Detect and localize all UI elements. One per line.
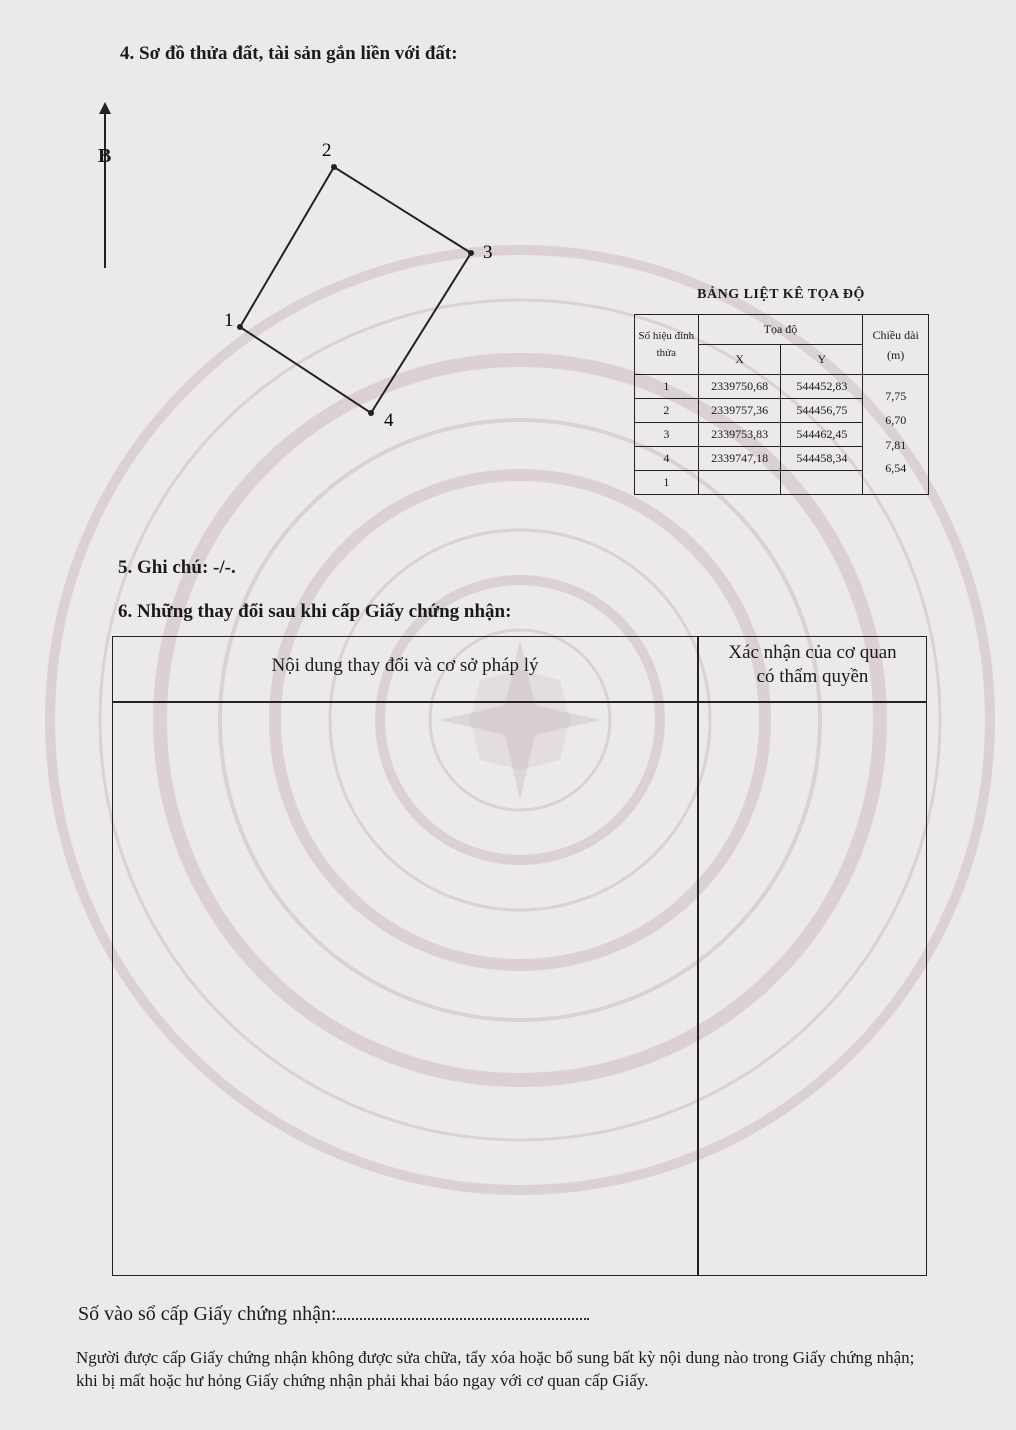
header-length: Chiều dài (m) [863,315,929,375]
cell-x [698,471,781,495]
cell-x: 2339757,36 [698,399,781,423]
cell-y: 544458,34 [781,447,863,471]
changes-col-content-header: Nội dung thay đổi và cơ sở pháp lý [271,655,539,676]
vertex-label-2: 2 [322,140,332,161]
length-4: 6,54 [885,461,907,475]
vertex-3 [468,250,474,256]
cell-y: 544452,83 [781,375,863,399]
length-2: 6,70 [885,413,907,427]
confirm-header-line-2: có thẩm quyền [756,666,869,687]
cell-point: 2 [635,399,699,423]
cell-point: 3 [635,423,699,447]
confirm-header-line-1: Xác nhận của cơ quan [728,642,897,663]
length-column [863,375,929,495]
changes-col-confirm-header [699,641,926,689]
header-point: Số hiệu đỉnh thửa [635,315,699,375]
cell-y: 544462,45 [781,423,863,447]
length-1: 7,75 [885,389,907,403]
cell-point: 1 [635,375,699,399]
vertex-2 [331,164,337,170]
length-3: 7,81 [885,438,907,452]
vertex-1 [237,324,243,330]
header-y: Y [781,345,863,375]
header-x: X [698,345,781,375]
register-number-line [78,1303,589,1326]
cell-y [781,471,863,495]
register-number-label: Số vào sổ cấp Giấy chứng nhận: [78,1303,337,1325]
cell-x: 2339750,68 [698,375,781,399]
table-row [635,375,929,399]
section-6-title: 6. Những thay đổi sau khi cấp Giấy chứng nhận: [118,601,512,622]
parcel-sketch [200,130,520,440]
vertex-label-3: 3 [483,242,493,263]
section-5-title: 5. Ghi chú: -/-. [118,557,236,578]
cell-point: 1 [635,471,699,495]
header-coords: Tọa độ [698,315,863,345]
north-arrow-line [104,112,106,268]
vertex-label-1: 1 [224,310,234,331]
section-4-title: 4. Sơ đồ thửa đất, tài sản gắn liền với đất: [120,43,458,64]
register-number-dots [337,1304,589,1320]
cell-x: 2339747,18 [698,447,781,471]
vertex-label-4: 4 [384,410,394,431]
cell-point: 4 [635,447,699,471]
vertex-4 [368,410,374,416]
footer-notice: Người được cấp Giấy chứng nhận không được sửa chữa, tẩy xóa hoặc bổ sung bất kỳ nội dung nào trong Giấy chứng nhận; khi bị mất hoặc hư hỏng Giấy chứng nhận phải khai báo ngay với cơ quan cấp Giấy. [76,1348,915,1390]
coord-table-title: BẢNG LIỆT KÊ TỌA ĐỘ [697,287,865,302]
north-label: B [98,145,112,167]
coord-table [634,314,929,495]
changes-table [112,636,927,1276]
cell-y: 544456,75 [781,399,863,423]
cell-x: 2339753,83 [698,423,781,447]
